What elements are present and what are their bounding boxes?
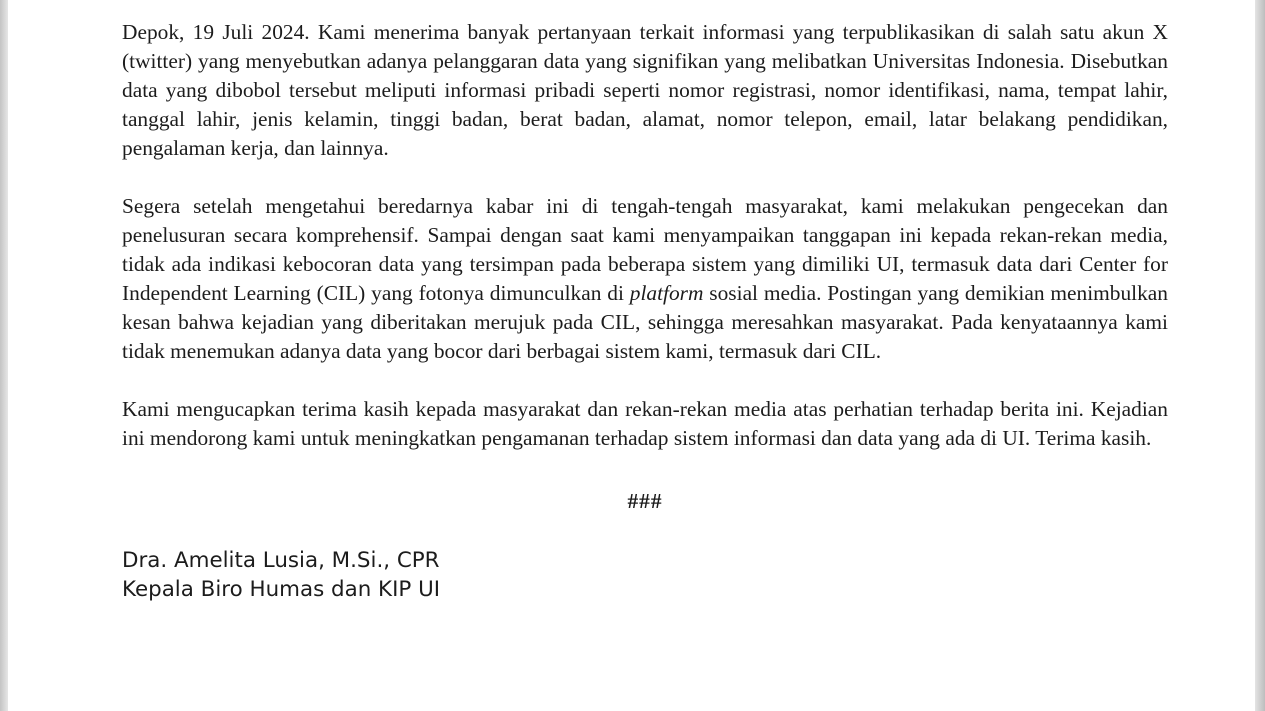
end-marker: ### bbox=[627, 489, 663, 513]
paragraph-spacer bbox=[122, 366, 1168, 395]
signatory-name: Dra. Amelita Lusia, M.Si., CPR bbox=[122, 548, 440, 573]
document-body bbox=[122, 18, 1168, 604]
page-edge-right bbox=[1255, 0, 1265, 711]
paragraph-1: Depok, 19 Juli 2024. Kami menerima banyak pertanyaan terkait informasi yang terpublikasikan di salah satu akun X (twitter) yang menyebutkan adanya pelanggaran data yang signifikan yang melibatkan Universitas Indonesia. Disebutkan data yang dibobol tersebut meliputi informasi pribadi seperti nomor registrasi, nomor identifikasi, nama, tempat lahir, tanggal lahir, jenis kelamin, tinggi badan, berat badan, alamat, nomor telepon, email, latar belakang pendidikan, pengalaman kerja, dan lainnya. bbox=[122, 20, 1168, 160]
signatory-title: Kepala Biro Humas dan KIP UI bbox=[122, 577, 441, 602]
paragraph-2 bbox=[122, 192, 1168, 366]
paragraph-2-italic-word: platform bbox=[629, 281, 704, 305]
page-edge-left bbox=[0, 0, 8, 711]
paragraph-spacer bbox=[122, 163, 1168, 192]
paragraph-2-text-b: sosial media. Postingan yang demikian menimbulkan kesan bahwa kejadian yang diberitakan merujuk pada CIL, sehingga meresahkan masyarakat. Pada kenyataannya kami tidak menemukan adanya data yang bocor dari berbagai sistem kami, termasuk dari CIL. bbox=[122, 281, 1168, 363]
paragraph-2-text-a: Segera setelah mengetahui beredarnya kabar ini di tengah-tengah masyarakat, kami melakukan pengecekan dan penelusuran secara komprehensif. Sampai dengan saat kami menyampaikan tanggapan ini kepada rekan-rekan media, tidak ada indikasi kebocoran data yang tersimpan pada beberapa sistem yang dimiliki UI, termasuk data dari Center for Independent Learning (CIL) yang fotonya dimunculkan di bbox=[122, 194, 1168, 305]
signature-block bbox=[122, 546, 1168, 604]
paragraph-3: Kami mengucapkan terima kasih kepada masyarakat dan rekan-rekan media atas perhatian terhadap berita ini. Kejadian ini mendorong kami untuk meningkatkan pengamanan terhadap sistem informasi dan data yang ada di UI. Terima kasih. bbox=[122, 397, 1168, 450]
document-page bbox=[8, 0, 1255, 711]
